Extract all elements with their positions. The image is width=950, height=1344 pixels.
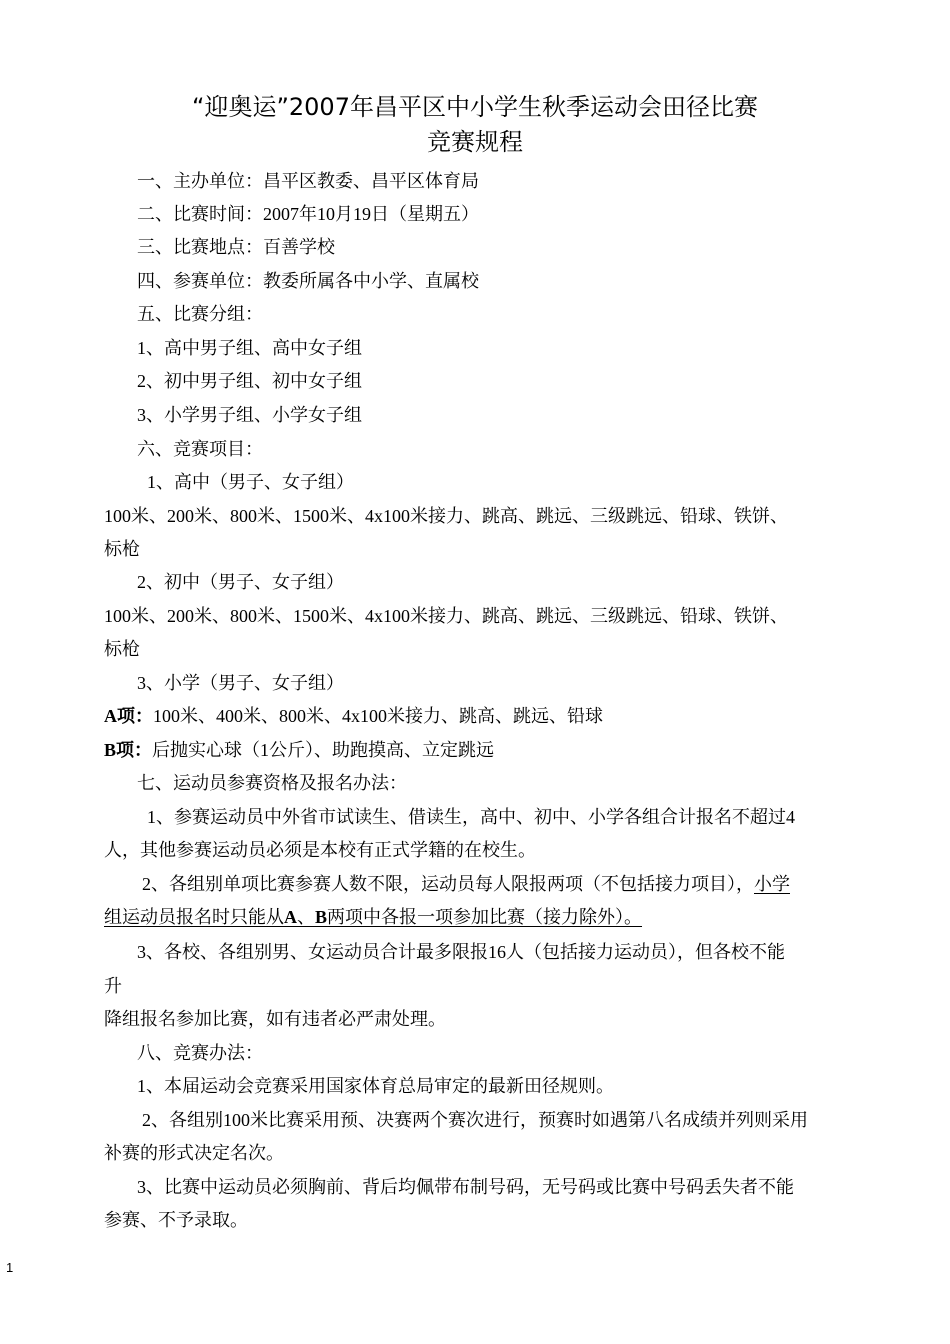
- title-line-2: 竞赛规程: [427, 128, 523, 156]
- events-primary-a: [104, 703, 603, 729]
- eligibility-rule-2: [142, 871, 790, 897]
- rule-2-part-1: 组运动员报名时只能从: [104, 907, 284, 927]
- events-high-school-list-cont: 标枪: [104, 539, 140, 559]
- section-organizer: 一、主办单位：昌平区教委、昌平区体育局: [137, 171, 479, 191]
- group-high-school: 1、高中男子组、高中女子组: [137, 338, 362, 358]
- section-competition-method: 八、竞赛办法：: [137, 1043, 263, 1063]
- method-rule-2: 2、各组别100米比赛采用预、决赛两个赛次进行，预赛时如遇第八名成绩并列则采用: [142, 1110, 808, 1130]
- eligibility-rule-2-cont: [104, 904, 642, 930]
- events-primary-a-list: 100米、400米、800米、4x100米接力、跳高、跳远、铅球: [153, 706, 603, 726]
- section-venue: 三、比赛地点：百善学校: [137, 237, 335, 257]
- eligibility-rule-3: 3、各校、各组别男、女运动员合计最多限报16人（包括接力运动员），但各校不能: [137, 942, 785, 962]
- eligibility-rule-1-cont: 人，其他参赛运动员必须是本校有正式学籍的在校生。: [104, 840, 536, 860]
- events-middle-school-list: 100米、200米、800米、1500米、4x100米接力、跳高、跳远、三级跳远、铅球、铁饼、: [104, 606, 788, 626]
- events-primary-a-label: A项：: [104, 706, 153, 726]
- section-date: 二、比赛时间：2007年10月19日（星期五）: [137, 204, 479, 224]
- section-eligibility: 七、运动员参赛资格及报名办法：: [137, 773, 407, 793]
- group-primary-school: 3、小学男子组、小学女子组: [137, 405, 362, 425]
- group-middle-school: 2、初中男子组、初中女子组: [137, 371, 362, 391]
- rule-2-part-2: 两项中各报一项参加比赛（接力除外）。: [327, 907, 643, 927]
- eligibility-rule-3-cont-2: 降组报名参加比赛，如有违者必严肃处理。: [104, 1009, 446, 1029]
- section-participants: 四、参赛单位：教委所属各中小学、直属校: [137, 271, 479, 291]
- events-middle-school-heading: 2、初中（男子、女子组）: [137, 572, 344, 592]
- rule-2-option-a: A: [284, 907, 297, 927]
- events-primary-b-list: 后抛实心球（1公斤）、助跑摸高、立定跳远: [152, 740, 495, 760]
- eligibility-rule-2-underlined: 小学: [754, 874, 790, 894]
- method-rule-3-cont: 参赛、不予录取。: [104, 1210, 248, 1230]
- events-primary-b-label: B项：: [104, 740, 153, 760]
- events-high-school-heading: 1、高中（男子、女子组）: [147, 472, 354, 492]
- events-middle-school-list-cont: 标枪: [104, 639, 140, 659]
- section-events: 六、竞赛项目：: [137, 439, 263, 459]
- eligibility-rule-1: 1、参赛运动员中外省市试读生、借读生，高中、初中、小学各组合计报名不超过4: [147, 807, 795, 827]
- events-primary-b: [104, 737, 494, 763]
- method-rule-3: 3、比赛中运动员必须胸前、背后均佩带布制号码，无号码或比赛中号码丢失者不能: [137, 1177, 794, 1197]
- method-rule-2-cont: 补赛的形式决定名次。: [104, 1143, 284, 1163]
- events-primary-school-heading: 3、小学（男子、女子组）: [137, 673, 344, 693]
- section-groups: 五、比赛分组：: [137, 304, 263, 324]
- events-high-school-list: 100米、200米、800米、1500米、4x100米接力、跳高、跳远、三级跳远、铅球、铁饼、: [104, 506, 788, 526]
- rule-2-separator: 、: [297, 907, 315, 927]
- method-rule-1: 1、本届运动会竞赛采用国家体育总局审定的最新田径规则。: [137, 1076, 614, 1096]
- title-line-1: “迎奥运”2007年昌平区中小学生秋季运动会田径比赛: [192, 93, 758, 121]
- rule-2-option-b: B: [315, 907, 328, 927]
- page-number: 1: [6, 1260, 14, 1275]
- eligibility-rule-2-text: 2、各组别单项比赛参赛人数不限，运动员每人限报两项（不包括接力项目），: [142, 874, 754, 894]
- eligibility-rule-3-cont: 升: [104, 976, 122, 996]
